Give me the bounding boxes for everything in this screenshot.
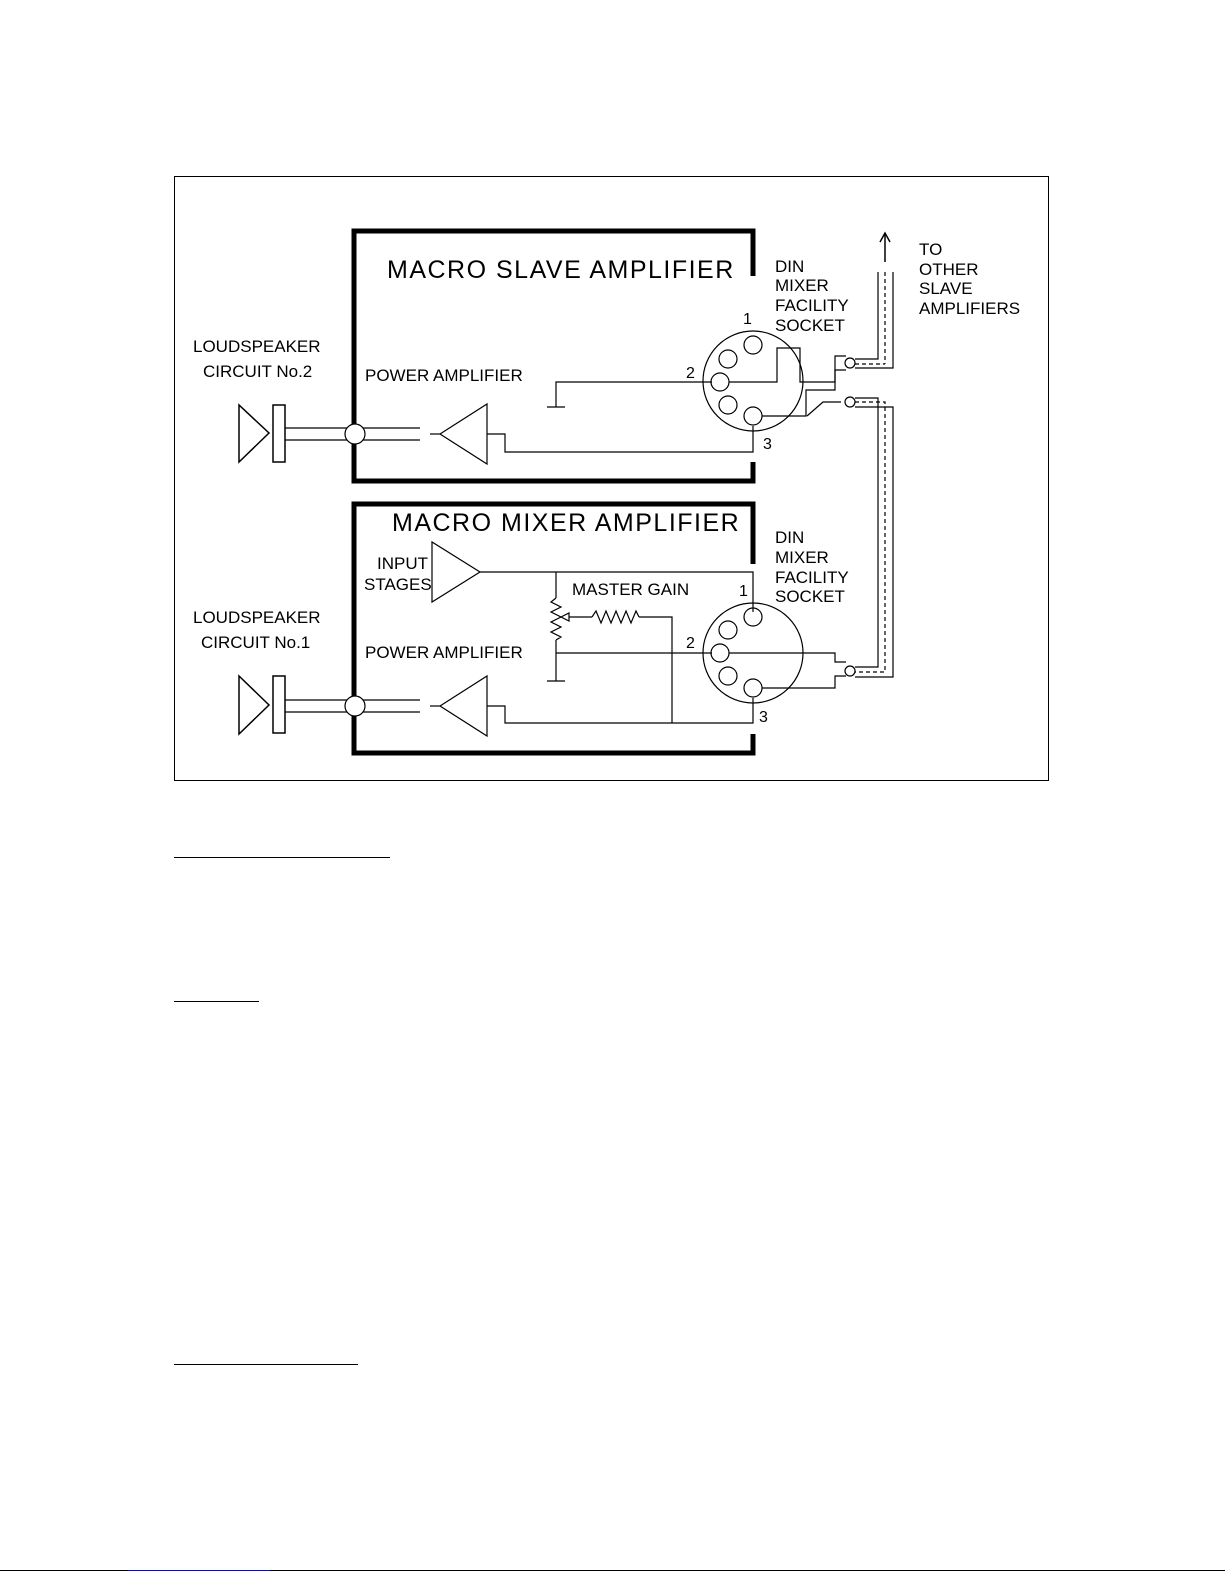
input-stages-amp-icon: [432, 542, 753, 612]
master-gain-label: MASTER GAIN: [572, 580, 690, 599]
slave-pin-2: 2: [686, 365, 695, 382]
svg-text:CIRCUIT No.2: CIRCUIT No.2: [203, 362, 313, 381]
svg-text:SOCKET: SOCKET: [775, 587, 845, 606]
mixer-pin-3: 3: [759, 709, 768, 726]
svg-text:DIN: DIN: [775, 257, 805, 276]
svg-text:FACILITY: FACILITY: [775, 296, 849, 315]
slave-amplifier-title: MACRO SLAVE AMPLIFIER: [387, 256, 735, 284]
section-heading-rule-3: [174, 1364, 358, 1365]
svg-text:FACILITY: FACILITY: [775, 568, 849, 587]
up-arrow-icon: [880, 233, 890, 262]
mixer-loudspeaker-label: [193, 608, 321, 652]
mixer-power-amp-icon: [430, 676, 753, 736]
footnote-link-rule: [128, 1570, 270, 1571]
mixer-loudspeaker-icon: [239, 676, 285, 734]
mixer-socket-wiring: [729, 653, 846, 688]
shielded-cable-link: [855, 398, 893, 677]
mixer-socket-label: [775, 528, 849, 606]
mixer-amplifier-box: [354, 504, 753, 753]
mixer-pin-1: 1: [739, 583, 748, 600]
svg-text:MIXER: MIXER: [775, 276, 829, 295]
svg-text:DIN: DIN: [775, 528, 805, 547]
slave-loudspeaker-label: [193, 337, 321, 381]
slave-speaker-cable: [285, 424, 420, 444]
svg-text:LOUDSPEAKER: LOUDSPEAKER: [193, 337, 321, 356]
svg-text:INPUT: INPUT: [377, 554, 428, 573]
svg-text:OTHER: OTHER: [919, 260, 979, 279]
slave-loudspeaker-icon: [239, 405, 285, 462]
svg-text:SLAVE: SLAVE: [919, 279, 973, 298]
slave-power-amp-label: POWER AMPLIFIER: [365, 366, 523, 385]
slave-cable-junctions: [845, 358, 855, 407]
svg-text:MIXER: MIXER: [775, 548, 829, 567]
mixer-amplifier-title: MACRO MIXER AMPLIFIER: [392, 509, 741, 537]
slave-socket-wiring: [729, 348, 846, 416]
mixer-pin-2: 2: [686, 635, 695, 652]
svg-text:CIRCUIT No.1: CIRCUIT No.1: [201, 633, 311, 652]
svg-text:TO: TO: [919, 240, 943, 259]
mixer-power-amp-label: POWER AMPLIFIER: [365, 643, 523, 662]
svg-text:LOUDSPEAKER: LOUDSPEAKER: [193, 608, 321, 627]
shielded-cable-up: [855, 272, 893, 368]
slave-socket-label: [775, 257, 849, 335]
slave-power-amp-icon: [430, 404, 753, 464]
svg-text:AMPLIFIERS: AMPLIFIERS: [919, 299, 1021, 318]
slave-pin2-wire: [547, 382, 712, 407]
mixer-cable-junction: [845, 666, 855, 676]
slave-pin-1: 1: [743, 311, 752, 328]
section-heading-rule-2: [174, 1001, 259, 1002]
slave-pin-3: 3: [763, 436, 772, 453]
svg-text:SOCKET: SOCKET: [775, 316, 845, 335]
mixer-speaker-cable: [285, 696, 420, 716]
section-heading-rule-1: [174, 857, 390, 858]
svg-text:STAGES: STAGES: [364, 575, 432, 594]
input-stages-label: [364, 554, 432, 594]
to-other-amplifiers-label: [919, 240, 1020, 318]
